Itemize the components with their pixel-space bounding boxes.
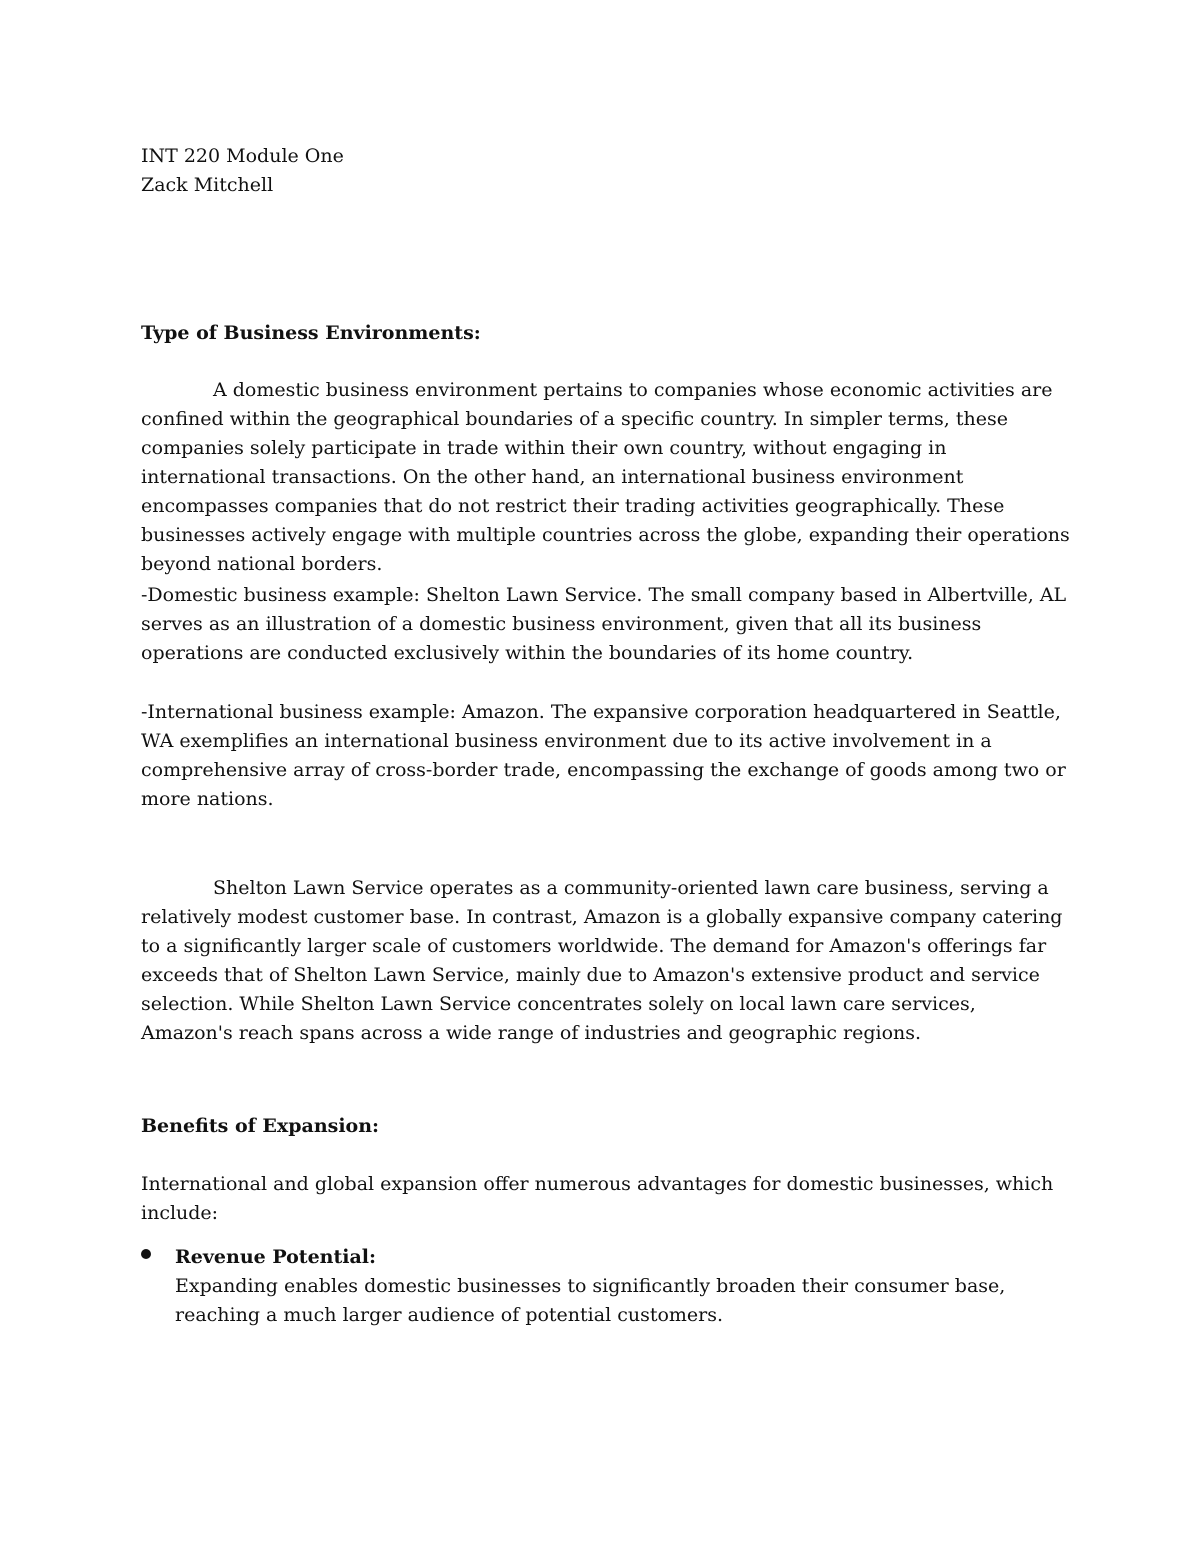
section-heading-benefits: Benefits of Expansion:: [141, 1115, 380, 1137]
paragraph-comparison: Shelton Lawn Service operates as a community-oriented lawn care business, serving a relatively modest customer base. In contrast, Amazon is a globally expansive company catering to a significantly larger scale of customers worldwide. The demand for Amazon's offerings far exceeds that of Shelton Lawn Service, mainly due to Amazon's extensive product and service selection. While Shelton Lawn Service concentrates solely on local lawn care services, Amazon's reach spans across a wide range of industries and geographic regions.: [141, 877, 1063, 1044]
document-header: [141, 142, 1071, 200]
list-item: [175, 1243, 1065, 1330]
paragraph-environment-definitions: A domestic business environment pertains to companies whose economic activities are confined within the geographical boundaries of a specific country. In simpler terms, these companies solely participate in trade within their own country, without engaging in international transactions. On the other hand, an international business environment encompasses companies that do not restrict their trading activities geographically. These businesses actively engage with multiple countries across the globe, expanding their operations beyond national borders.: [141, 379, 1070, 575]
paragraph-domestic-example: -Domestic business example: Shelton Lawn Service. The small company based in Albertville, AL serves as an illustration of a domestic business environment, given that all its business operations are conducted exclusively within the boundaries of its home country.: [141, 584, 1067, 664]
bullet-title: Revenue Potential:: [175, 1246, 377, 1268]
bullet-body: Expanding enables domestic businesses to significantly broaden their consumer base, reaching a much larger audience of potential customers.: [175, 1275, 1006, 1326]
author-name: Zack Mitchell: [141, 174, 274, 196]
section-heading-business-environments: Type of Business Environments:: [141, 322, 481, 344]
course-title: INT 220 Module One: [141, 145, 344, 167]
paragraph-international-example: -International business example: Amazon. The expansive corporation headquartered in Seattle, WA exemplifies an international business environment due to its active involvement in a comprehensive array of cross-border trade, encompassing the exchange of goods among two or more nations.: [141, 701, 1066, 810]
paragraph-benefits-intro: International and global expansion offer numerous advantages for domestic businesses, which include:: [141, 1173, 1054, 1224]
bullet-icon: [141, 1249, 151, 1259]
